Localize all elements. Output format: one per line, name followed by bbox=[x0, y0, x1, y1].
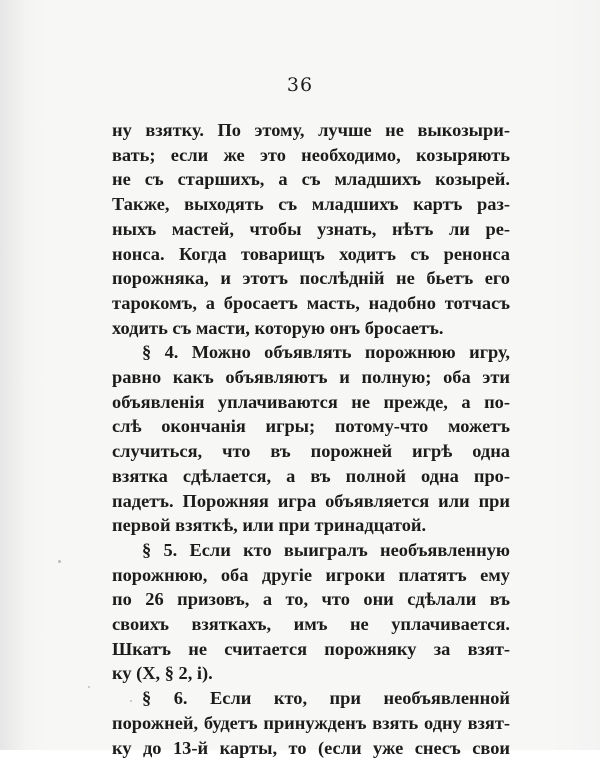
paper-speck bbox=[58, 560, 61, 563]
text-line: ку до 13-й карты, то (если уже снесъ свои bbox=[112, 737, 510, 758]
text-line: ну взятку. По этому, лучше не выкозыри- bbox=[112, 120, 510, 140]
text-line: слѣ окончанiя игры; потому-что можетъ bbox=[112, 416, 510, 437]
text-line: первой взяткѣ, или при тринадцатой. bbox=[112, 515, 427, 536]
text-line: объявленiя уплачиваются не прежде, а по- bbox=[112, 391, 510, 412]
paragraph-first-line: § 5. Если кто выигралъ необъявленную bbox=[142, 539, 510, 560]
text-line: по 26 призовъ, а то, что они сдѣлали въ bbox=[112, 589, 510, 610]
page-body-text bbox=[112, 118, 510, 760]
text-line: ку (X, § 2, i). bbox=[112, 663, 213, 684]
text-line: взятка сдѣлается, а въ полной одна про- bbox=[112, 465, 510, 486]
page-gutter-shadow bbox=[0, 0, 44, 750]
text-line: тарокомъ, а бросаетъ масть, надобно тотчасъ bbox=[112, 292, 510, 313]
text-line: порожняка, и этотъ послѣднiй не бьетъ его bbox=[112, 268, 510, 289]
paragraph-first-line: § 6. Если кто, при необъявленной bbox=[142, 688, 510, 709]
text-line: ходить съ масти, которую онъ бросаетъ. bbox=[112, 317, 444, 338]
text-line: не съ старшихъ, а съ младшихъ козырей. bbox=[112, 169, 510, 190]
text-line: своихъ взяткахъ, имъ не уплачивается. bbox=[112, 614, 510, 635]
text-line: случиться, что въ порожней игрѣ одна bbox=[112, 441, 510, 462]
text-line: падетъ. Порожняя игра объявляется или при bbox=[112, 490, 510, 511]
text-line: ныхъ мастей, чтобы узнать, нѣтъ ли ре- bbox=[112, 218, 510, 239]
text-line: вать; если же это необходимо, козыряють bbox=[112, 144, 510, 165]
text-line: Шкатъ не считается порожняку за взят- bbox=[112, 638, 510, 659]
text-line: порожней, будетъ принужденъ взять одну взят- bbox=[112, 712, 510, 733]
text-line: Также, выходять съ младшихъ картъ раз- bbox=[112, 194, 510, 215]
page-edge-shadow bbox=[552, 0, 600, 750]
text-line: порожнюю, оба другiе игроки платятъ ему bbox=[112, 564, 510, 585]
text-line: нонса. Когда товарищъ ходитъ съ ренонса bbox=[112, 243, 510, 264]
text-line: равно какъ объявляютъ и полную; оба эти bbox=[112, 367, 510, 388]
page-number: 36 bbox=[286, 74, 314, 96]
paragraph-first-line: § 4. Можно объявлять порожнюю игру, bbox=[142, 342, 510, 363]
paper-speck bbox=[130, 700, 132, 702]
paper-speck bbox=[88, 686, 90, 688]
